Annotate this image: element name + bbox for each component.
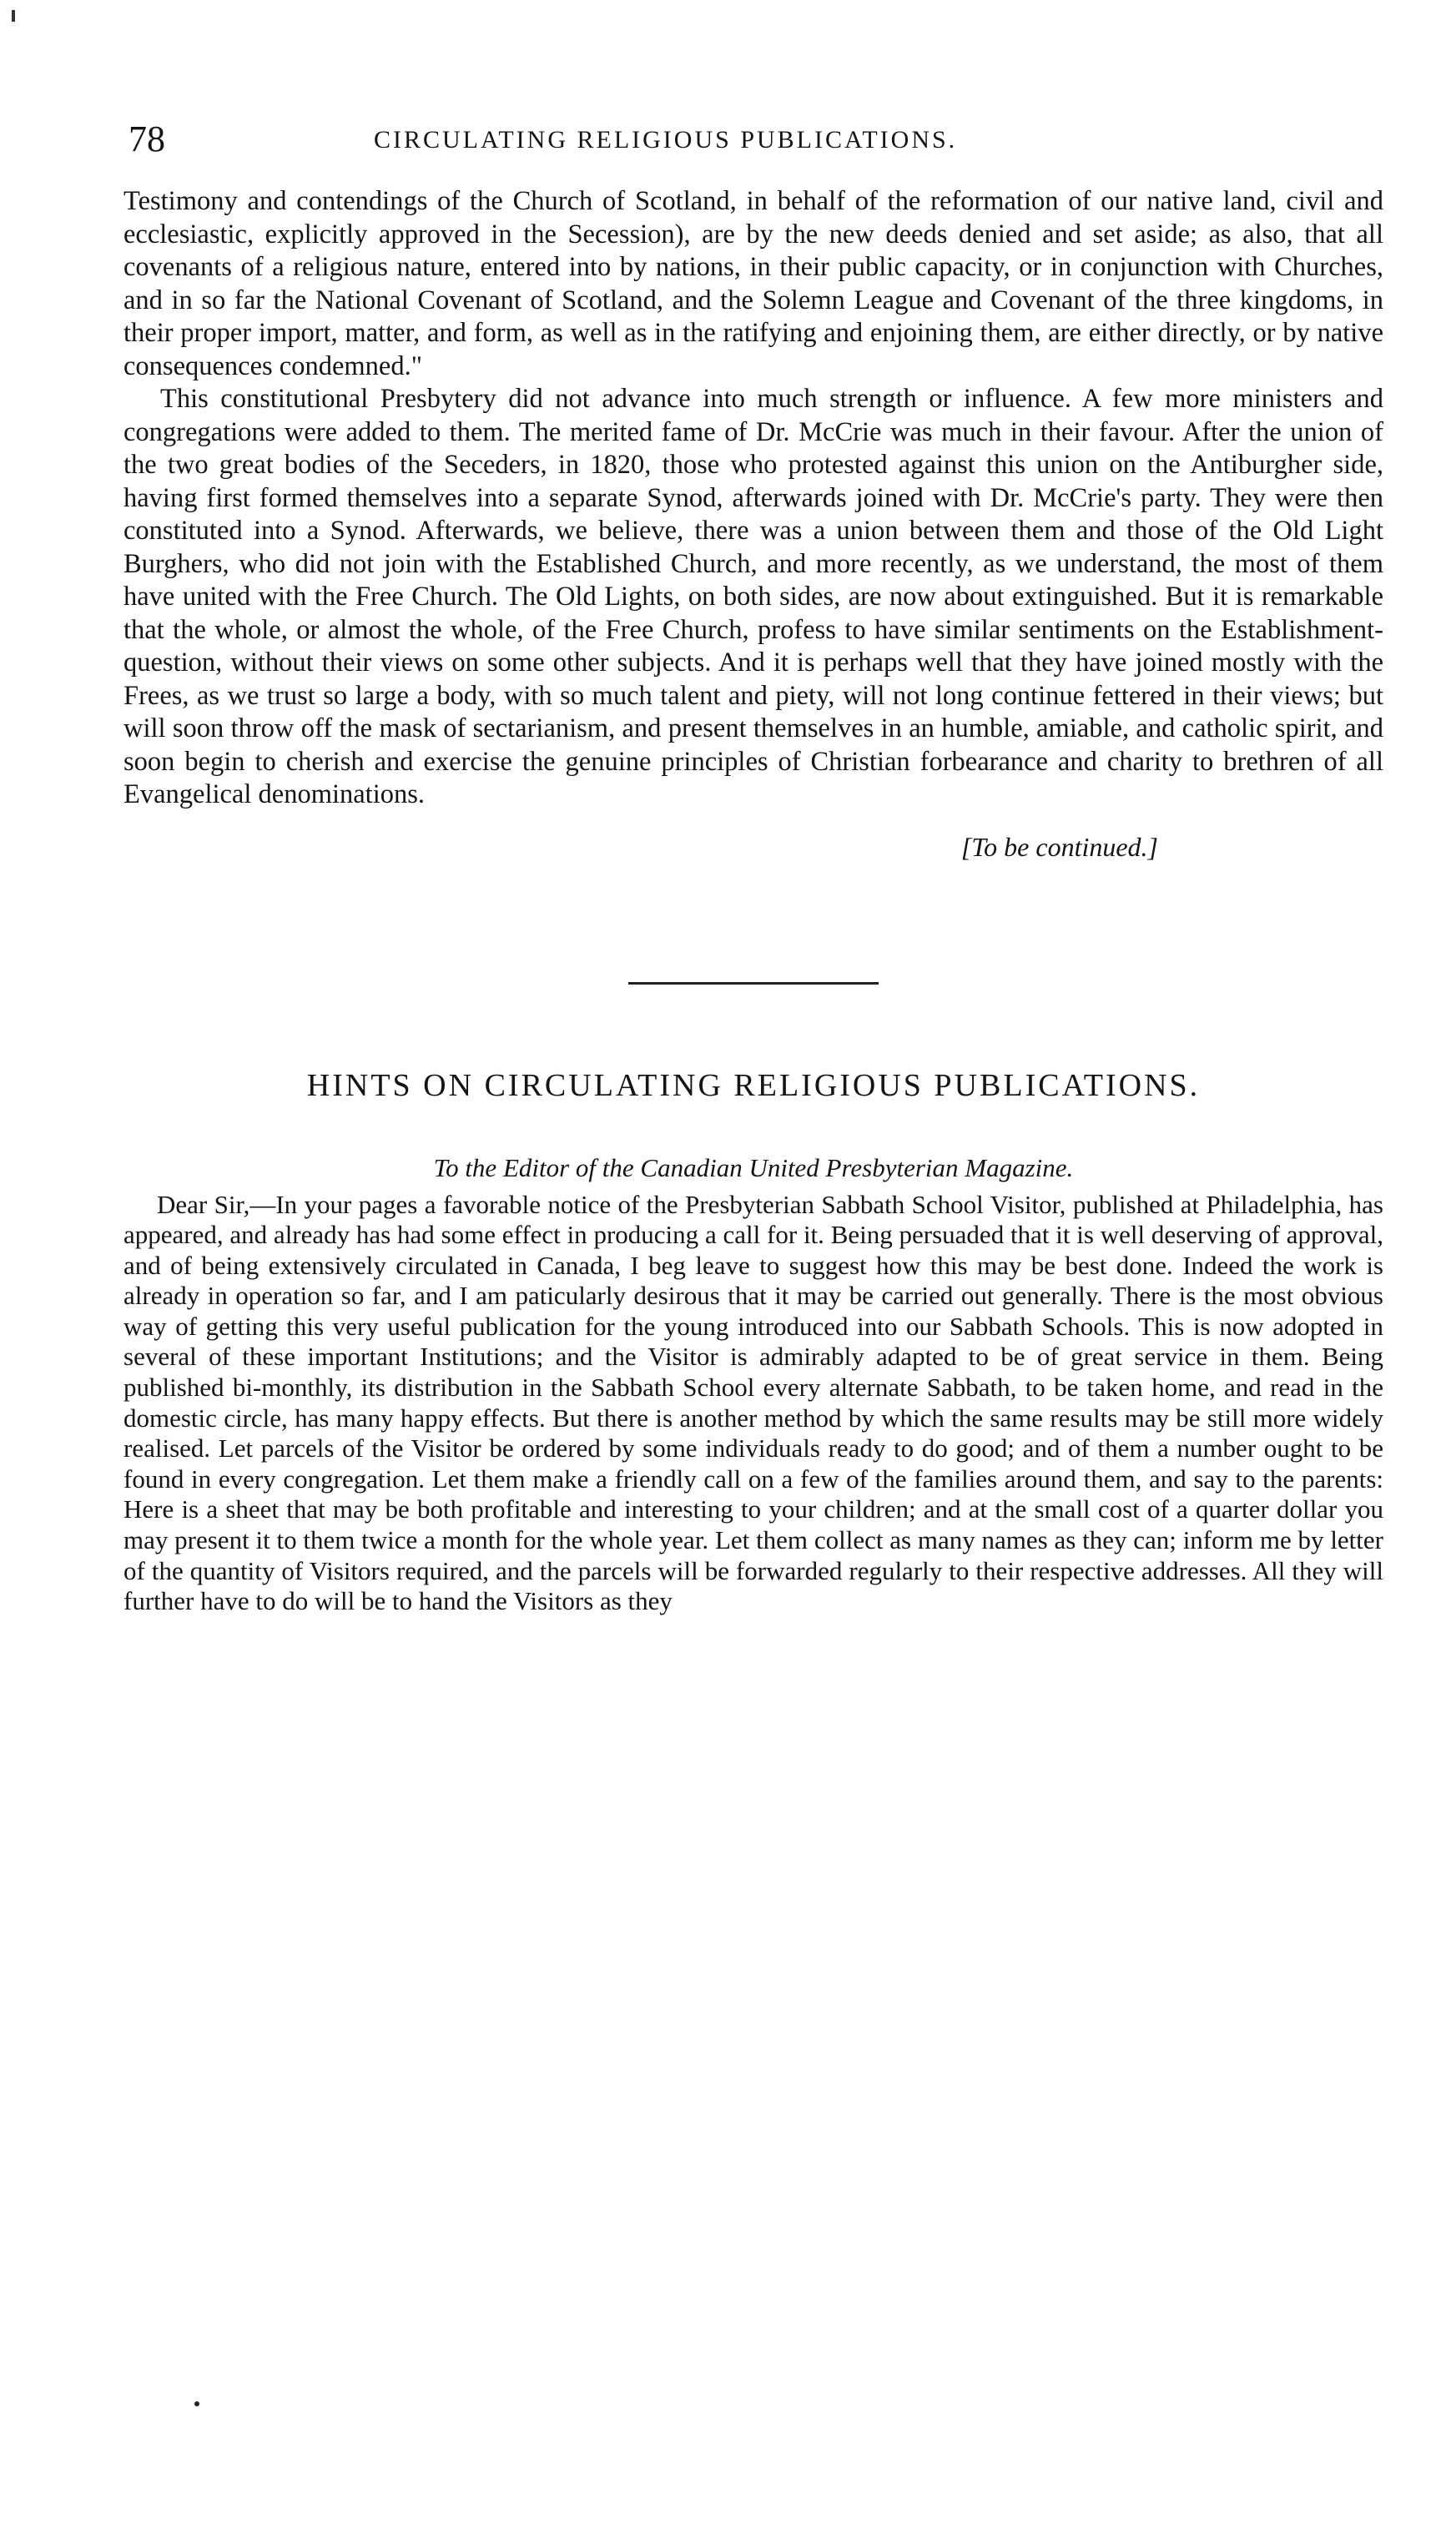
article-one-paragraph-1: Testimony and contendings of the Church of Scotland, in behalf of the reformation of our native land, civil and ecclesiastic, explicitly approved in the Secession), are by the new deeds denied and set aside; as also, that all covenants of a religious nature, entered into by nations, in their public capacity, or in conjunction with Churches, and in so far the National Covenant of Scotland, and the Solemn League and Covenant of the three kingdoms, in their proper import, matter, and form, as well as in the ratifying and enjoining them, are either directly, or by native consequences condemned.": [123, 186, 1383, 381]
footer-mark: [194, 2401, 199, 2406]
page: [123, 117, 1383, 1617]
letter-salutation: To the Editor of the Canadian United Presbyterian Magazine.: [433, 1152, 1074, 1182]
running-head: [123, 117, 1383, 170]
article-two-title: HINTS ON CIRCULATING RELIGIOUS PUBLICATIONS.: [306, 1067, 1201, 1103]
letter-body: Dear Sir,—In your pages a favorable notice of the Presbyterian Sabbath School Visitor, published at Philadelphia, has appeared, and already has had some effect in producing a call for it. Being persuaded that it is well deserving of approval, and of being extensively circulated in Canada, I beg leave to suggest how this may be best done. Indeed the work is already in operation so far, and I am paticularly desirous that it may be carried out generally. There is the most obvious way of getting this very useful publication for the young introduced into our Sabbath Schools. This is now adopted in several of these important Institutions; and the Visitor is admirably adapted to be of great service in them. Being published bi-monthly, its distribution in the Sabbath School every alternate Sabbath, to be taken home, and read in the domestic circle, has many happy effects. But there is another method by which the same results may be still more widely realised. Let parcels of the Visitor be ordered by some individuals ready to do good; and of them a number ought to be found in every congregation. Let them make a friendly call on a few of the families around them, and say to the parents: Here is a sheet that may be both profitable and interesting to your children; and at the small cost of a quarter dollar you may present it to them twice a month for the whole year. Let them collect as many names as they can; inform me by letter of the quantity of Visitors required, and the parcels will be forwarded regularly to their respective addresses. All they will further have to do will be to hand the Visitors as they: [123, 1189, 1383, 1616]
article-one-paragraph-2: This constitutional Presbytery did not advance into much strength or influence. A few more ministers and congregations were added to them. The merited fame of Dr. McCrie was much in their favour. After the union of the two great bodies of the Seceders, in 1820, those who protested against this union on the Antiburgher side, having first formed themselves into a separate Synod, afterwards joined with Dr. McCrie's party. They were then constituted into a Synod. Afterwards, we believe, there was a union between them and those of the Old Light Burghers, who did not join with the Established Church, and more recently, as we understand, the most of them have united with the Free Church. The Old Lights, on both sides, are now about extinguished. But it is remarkable that the whole, or almost the whole, of the Free Church, profess to have similar sentiments on the Establishment-question, without their views on some other subjects. And it is perhaps well that they have joined mostly with the Frees, as we trust so large a body, with so much talent and piety, will not long continue fettered in their views; but will soon throw off the mask of sectarianism, and present themselves in an humble, amiable, and catholic spirit, and soon begin to cherish and exercise the genuine principles of Christian forbearance and charity to brethren of all Evangelical denominations.: [123, 384, 1383, 809]
to-be-continued: [To be continued.]: [960, 831, 1158, 862]
running-title: CIRCULATING RELIGIOUS PUBLICATIONS.: [374, 126, 958, 154]
page-number: 78: [128, 118, 165, 159]
section-divider: [628, 982, 879, 985]
margin-mark: [12, 10, 15, 22]
